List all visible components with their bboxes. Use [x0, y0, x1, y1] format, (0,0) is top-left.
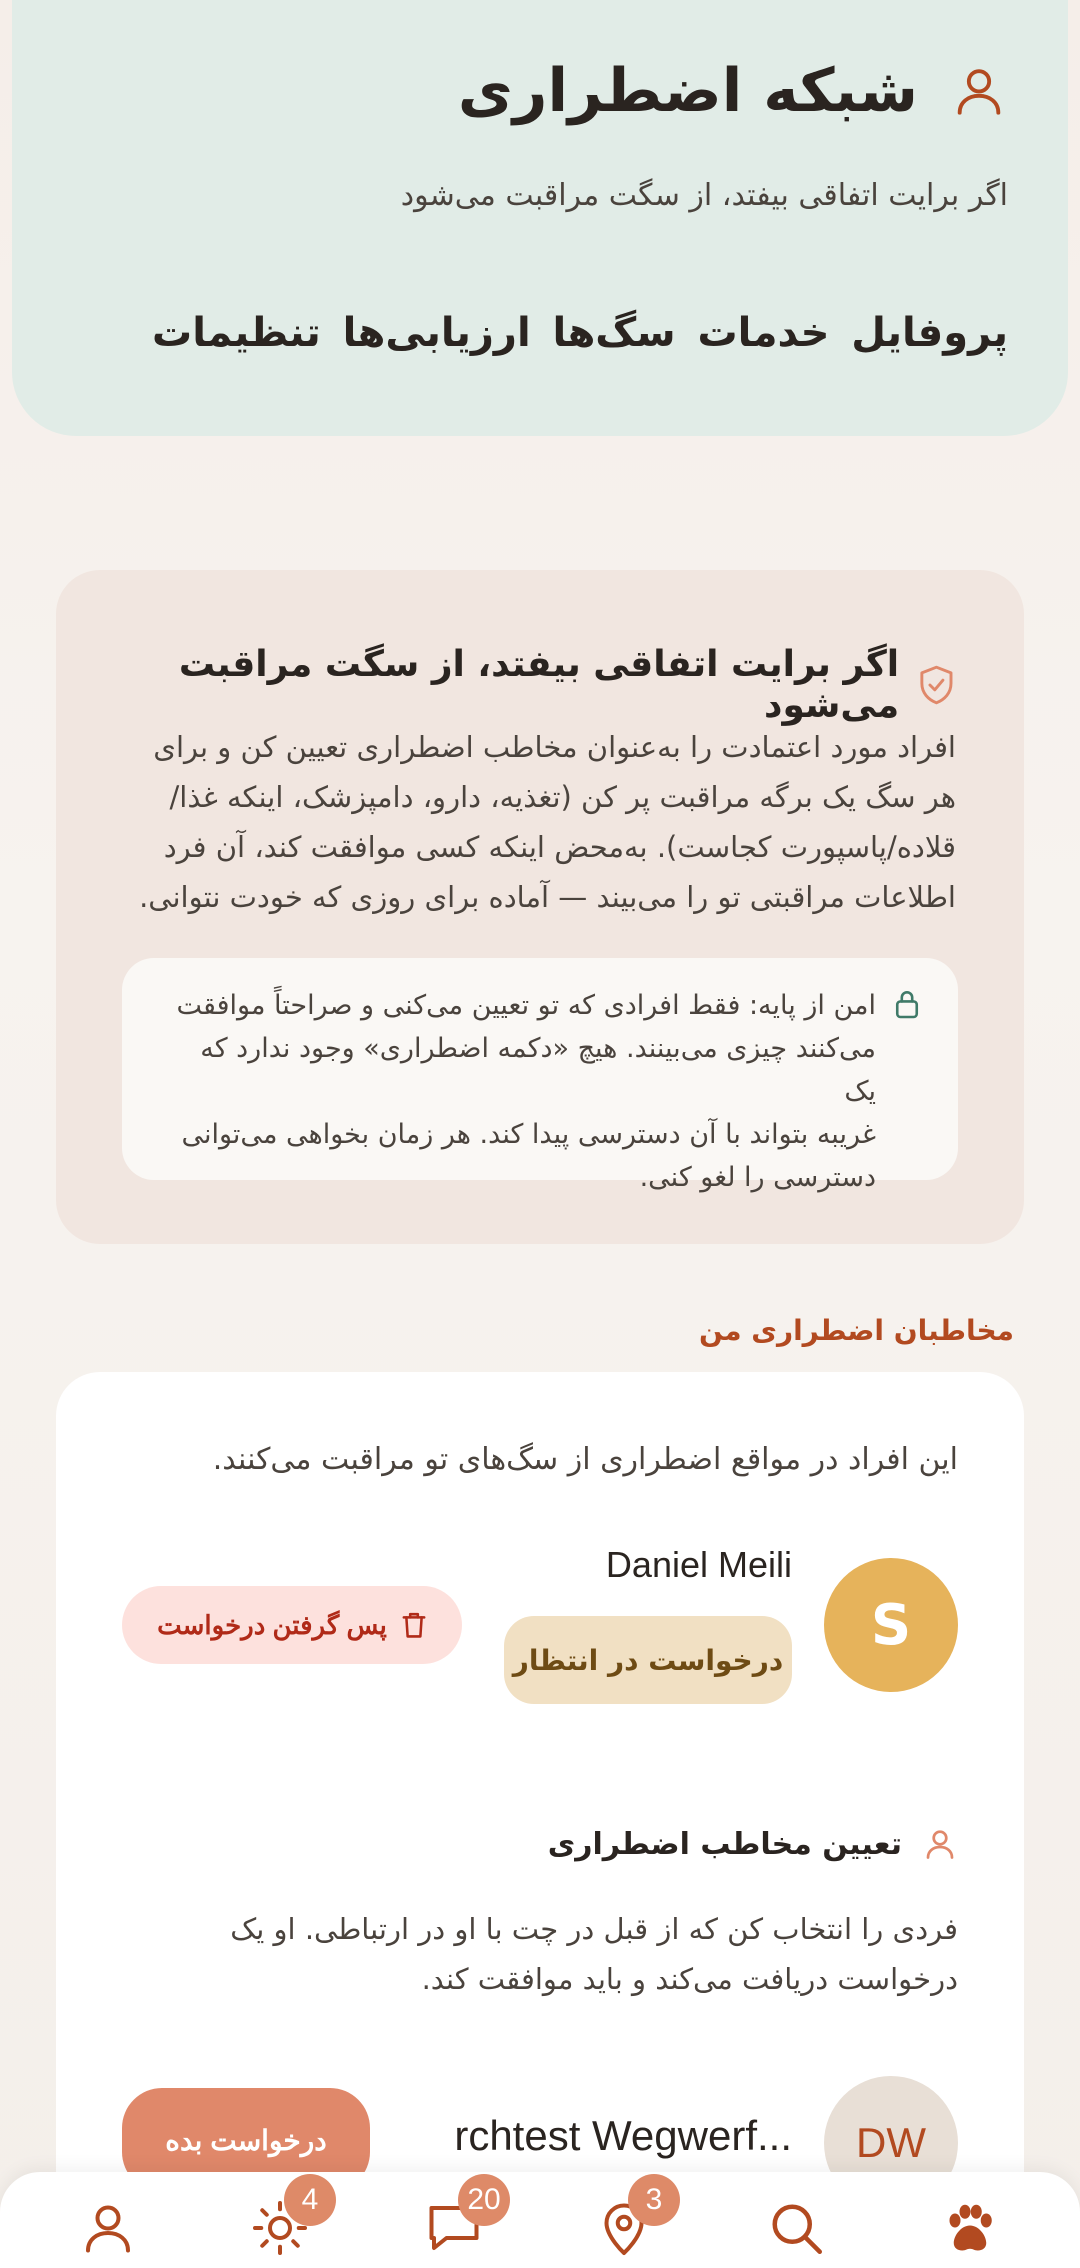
- safety-line: امن از پایه: فقط افرادی که تو تعیین می‌کنی و صراحتاً موافقت: [176, 990, 876, 1021]
- info-title: اگر برایت اتفاقی بیفتد، از سگت مراقبت می‌شود: [178, 644, 900, 726]
- tab-map[interactable]: [594, 2183, 663, 2258]
- assign-body: [116, 1904, 958, 2004]
- avatar: S: [824, 1558, 958, 1692]
- shield-check-icon: [917, 663, 956, 707]
- tab-services[interactable]: [250, 2183, 319, 2258]
- page-title: شبکه اضطراری: [457, 56, 918, 126]
- person-icon: [950, 62, 1008, 120]
- info-card: [56, 570, 1024, 1244]
- safety-text: [162, 984, 876, 1199]
- assign-title: تعیین مخاطب اضطراری: [547, 1826, 902, 1862]
- contacts-intro: این افراد در مواقع اضطراری از سگ‌های تو مراقبت می‌کنند.: [212, 1442, 958, 1477]
- info-line: اطلاعات مراقبتی تو را می‌بیند — آماده برای روزی که خودت نتوانی.: [139, 880, 956, 914]
- header-subtitle: اگر برایت اتفاقی بیفتد، از سگت مراقبت می‌شود: [400, 178, 1008, 213]
- services-badge: 4: [284, 2174, 336, 2226]
- top-nav: [152, 310, 1008, 356]
- map-badge: 3: [628, 2174, 680, 2226]
- info-title-row: [56, 644, 956, 726]
- nav-settings[interactable]: تنظیمات: [152, 310, 321, 356]
- nav-services[interactable]: خدمات: [697, 310, 830, 356]
- assign-line: فردی را انتخاب کن که از قبل در چت با او در ارتباطی. او یک: [230, 1912, 958, 1946]
- info-line: هر سگ یک برگه مراقبت پر کن (تغذیه، دارو، دامپزشک، اینکه غذا/: [169, 780, 956, 814]
- tab-search[interactable]: [766, 2198, 826, 2258]
- person-icon: [78, 2198, 138, 2258]
- header: [12, 0, 1068, 436]
- chat-badge: 20: [458, 2174, 510, 2226]
- nav-reviews[interactable]: ارزیابی‌ها: [342, 310, 531, 356]
- bottom-tab-bar: [0, 2172, 1080, 2268]
- assign-line: درخواست دریافت می‌کند و باید موافقت کند.: [421, 1962, 958, 1996]
- tab-profile[interactable]: [78, 2198, 138, 2258]
- person-icon: [922, 1826, 958, 1862]
- search-icon: [766, 2198, 826, 2258]
- section-label: مخاطبان اضطراری من: [699, 1314, 1014, 1347]
- info-line: افراد مورد اعتمادت را به‌عنوان مخاطب اضطراری تعیین کن و برای: [153, 730, 956, 764]
- info-line: قلاده/پاسپورت کجاست). به‌محض اینکه کسی موافقت کند، آن فرد: [163, 830, 956, 864]
- safety-line: غریبه بتواند با آن دسترسی پیدا کند. هر زمان بخواهی می‌توانی: [181, 1119, 876, 1150]
- safety-line: دسترسی را لغو کنی.: [639, 1162, 876, 1193]
- assign-title-row: [548, 1826, 958, 1862]
- withdraw-label: پس گرفتن درخواست: [157, 1609, 387, 1640]
- header-title-row: [458, 56, 1008, 126]
- contact-name: Daniel Meili: [605, 1544, 792, 1585]
- contacts-card: [56, 1372, 1024, 2268]
- safety-note: [122, 958, 958, 1193]
- safety-line: می‌کنند چیزی می‌بینند. هیچ «دکمه اضطراری» وجود ندارد که یک: [200, 1033, 876, 1107]
- paw-icon: [940, 2198, 1000, 2258]
- tab-dogs[interactable]: [940, 2198, 1000, 2258]
- status-badge: درخواست در انتظار: [504, 1616, 792, 1704]
- send-request-button[interactable]: درخواست بده: [122, 2088, 370, 2192]
- nav-profile[interactable]: پروفایل: [851, 310, 1008, 356]
- tab-chat[interactable]: [424, 2183, 501, 2258]
- withdraw-request-button[interactable]: [122, 1586, 462, 1664]
- nav-dogs[interactable]: سگ‌ها: [552, 310, 676, 356]
- lock-icon: [894, 988, 920, 1020]
- info-body: [116, 722, 956, 922]
- candidate-name: ...rchtest Wegwerf: [454, 2112, 792, 2159]
- trash-icon: [401, 1611, 427, 1639]
- avatar: DW: [824, 2076, 958, 2210]
